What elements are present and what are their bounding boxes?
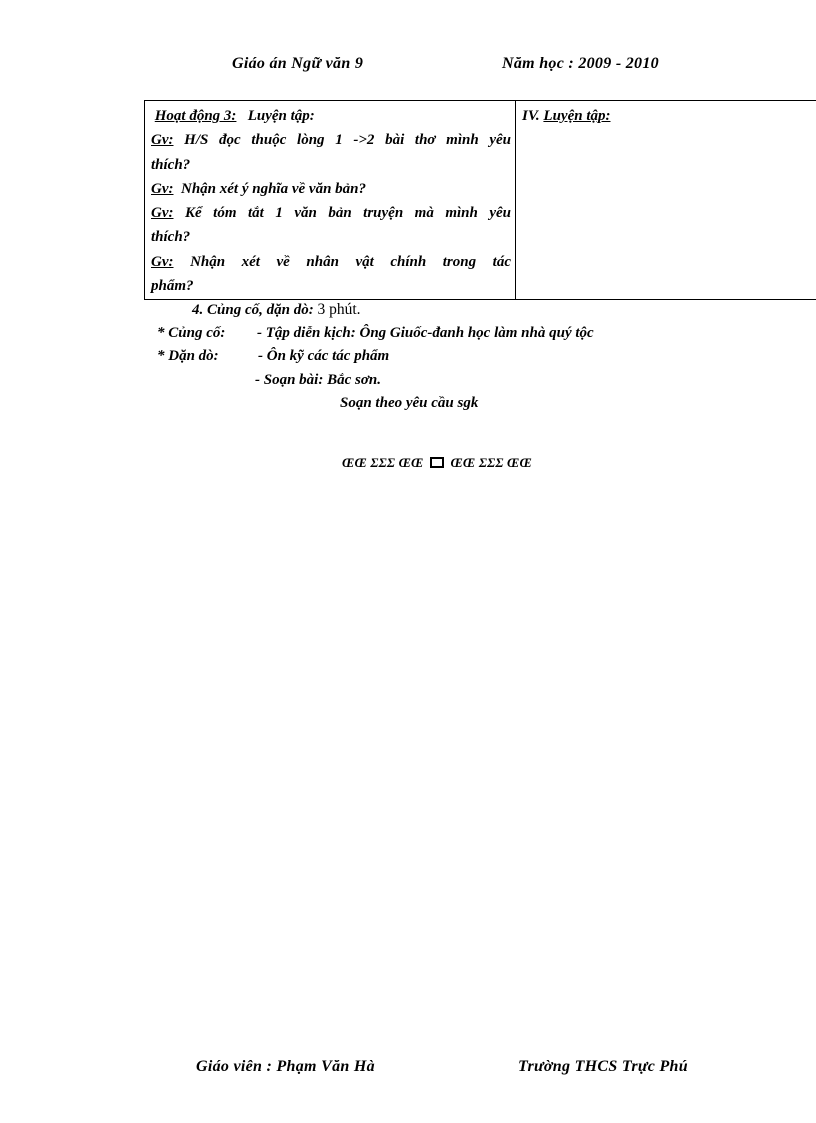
- activity-title: [151, 104, 511, 128]
- ornament-left: ŒŒ ΣΣΣ ŒŒ: [342, 455, 424, 470]
- book-icon: [430, 457, 444, 468]
- activity-line-6: [151, 250, 511, 274]
- section-cell: [516, 101, 816, 300]
- activity-line-3: [151, 177, 511, 201]
- lesson-table: [144, 100, 816, 300]
- dan-do-label: * Dặn dò:: [157, 348, 219, 364]
- cung-co-label: * Củng cố:: [157, 325, 226, 341]
- section-number: IV.: [522, 108, 540, 124]
- consolidation-heading: [192, 301, 361, 319]
- activity-line-5: [151, 225, 511, 249]
- gv-label: Gv:: [151, 205, 174, 222]
- consolidation-time: 3 phút.: [317, 301, 361, 318]
- cung-co-text: - Tập diễn kịch: Ông Giuốc-đanh học làm nhà quý tộc: [257, 325, 594, 341]
- gv-label: Gv:: [151, 253, 174, 270]
- ornament-right: ŒŒ ΣΣΣ ŒŒ: [450, 455, 532, 470]
- footer-left: Giáo viên : Phạm Văn Hà: [196, 1058, 375, 1075]
- activity-line-text: thích?: [151, 156, 191, 173]
- activity-line-7: [151, 274, 511, 298]
- activity-line-text: thích?: [151, 229, 191, 246]
- section-title: Luyện tập:: [543, 108, 611, 124]
- gv-label: Gv:: [151, 180, 174, 197]
- consolidation-heading-text: 4. Củng cố, dặn dò:: [192, 302, 314, 318]
- activity-line-4: [151, 201, 511, 225]
- activity-line-2: [151, 153, 511, 177]
- section-heading: [522, 104, 816, 128]
- footer-right: Trường THCS Trực Phú: [518, 1058, 688, 1075]
- activity-line-text: H/S đọc thuộc lòng 1 ->2 bài thơ mình yêu: [184, 132, 511, 149]
- header-left: Giáo án Ngữ văn 9: [232, 55, 364, 72]
- soan-theo-text: Soạn theo yêu cầu sgk: [340, 395, 479, 411]
- dan-do-text: - Ôn kỹ các tác phẩm: [258, 348, 390, 364]
- activity-title-text: Luyện tập:: [247, 108, 315, 124]
- activity-line-text: phẩm?: [151, 278, 194, 295]
- activity-line-text: Nhận xét ý nghĩa về văn bản?: [181, 180, 367, 197]
- activity-title-label: Hoạt động 3:: [154, 108, 237, 124]
- activity-line-text: Kể tóm tắt 1 văn bản truyện mà mình yêu: [185, 205, 511, 222]
- soan-bai-text: - Soạn bài: Bắc sơn.: [255, 372, 381, 388]
- ornament-divider: [342, 455, 532, 471]
- activity-cell: [145, 101, 516, 300]
- activity-line-1: [151, 128, 511, 152]
- gv-label: Gv:: [151, 132, 174, 149]
- activity-line-text: Nhận xét về nhân vật chính trong tác: [190, 253, 511, 270]
- header-right: Năm học : 2009 - 2010: [502, 55, 659, 72]
